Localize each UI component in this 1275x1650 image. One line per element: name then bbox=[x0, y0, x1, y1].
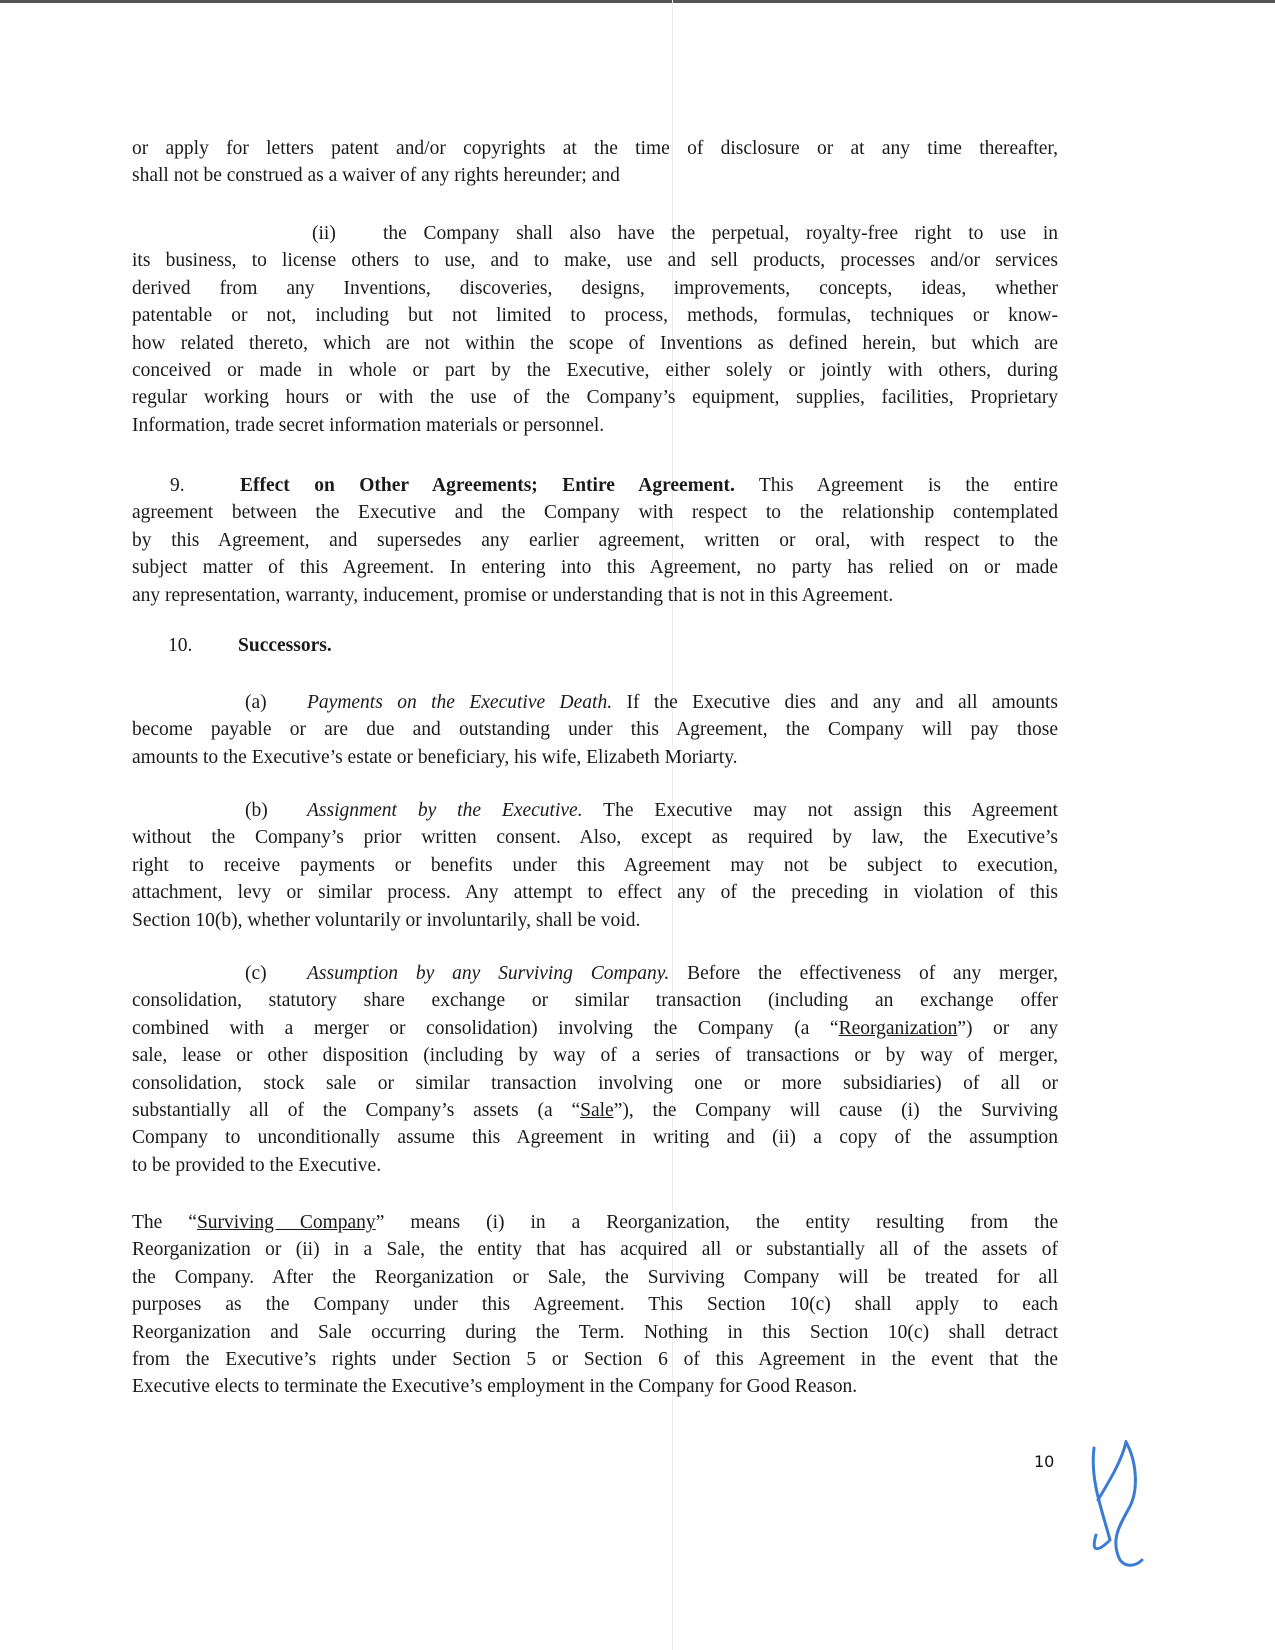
text-line bbox=[132, 1291, 1058, 1318]
text-line bbox=[132, 797, 1058, 824]
text-run: patentable or not, including but not limited to process, methods, formulas, techniques or know- bbox=[132, 305, 1058, 327]
text-line bbox=[132, 472, 1058, 499]
text-run: regular working hours or with the use of the Company’s equipment, supplies, facilities, Proprietary bbox=[132, 387, 1058, 409]
text-run: Section 10(b), whether voluntarily or involuntarily, shall be void. bbox=[132, 909, 641, 931]
text-line bbox=[132, 852, 1058, 879]
text-run: conceived or made in whole or part by the Executive, either solely or jointly with others, during bbox=[132, 359, 1058, 381]
text-line bbox=[132, 1209, 1058, 1236]
text-line bbox=[132, 135, 1058, 162]
text-run: right to receive payments or benefits under this Agreement may not be subject to execution, bbox=[132, 854, 1058, 876]
defined-term: Sale bbox=[580, 1099, 614, 1121]
text-line bbox=[132, 330, 1058, 357]
text-run: Information, trade secret information materials or personnel. bbox=[132, 414, 605, 436]
bold-heading: Successors. bbox=[238, 635, 332, 656]
text-run: ”) or any bbox=[957, 1017, 1058, 1039]
text-run: become payable or are due and outstanding under this Agreement, the Company will pay those bbox=[132, 719, 1058, 741]
text-line bbox=[132, 582, 1058, 609]
section-9-entire-agreement bbox=[132, 472, 1058, 609]
text-run: its business, to license others to use, and to make, use and sell products, processes and/or services bbox=[132, 250, 1058, 272]
text-line bbox=[132, 499, 1058, 526]
text-line bbox=[132, 162, 1058, 189]
text-run: Before the effectiveness of any merger, bbox=[669, 963, 1059, 984]
section-10b-assignment bbox=[132, 797, 1058, 934]
text-line bbox=[132, 689, 1058, 716]
text-run: how related thereto, which are not within the scope of Inventions as defined herein, but which are bbox=[132, 332, 1058, 354]
text-line bbox=[132, 357, 1058, 384]
text-line bbox=[132, 247, 1058, 274]
text-run: attachment, levy or similar process. Any attempt to effect any of the preceding in violation of this bbox=[132, 882, 1058, 904]
text-run: the Company shall also have the perpetual, royalty-free right to use in bbox=[383, 223, 1058, 244]
text-run: substantially all of the Company’s assets (a “ bbox=[132, 1099, 581, 1121]
signature-initials bbox=[1080, 1440, 1150, 1570]
para-surviving-company-definition bbox=[132, 1209, 1058, 1401]
text-run: amounts to the Executive’s estate or beneficiary, his wife, Elizabeth Moriarty. bbox=[132, 746, 738, 768]
page-number: 10 bbox=[1034, 1452, 1055, 1471]
text-run: purposes as the Company under this Agreement. This Section 10(c) shall apply to each bbox=[132, 1294, 1058, 1316]
italic-subheading: Payments on the Executive Death. bbox=[307, 692, 613, 713]
section-label: 10. bbox=[168, 635, 193, 656]
text-run: Reorganization or (ii) in a Sale, the entity that has acquired all or substantially all of the assets of bbox=[132, 1239, 1058, 1261]
section-10a-payments-on-death bbox=[132, 689, 1058, 771]
defined-term: Reorganization bbox=[838, 1017, 958, 1039]
text-line bbox=[132, 275, 1058, 302]
text-line bbox=[132, 744, 1058, 771]
text-run: ”), the Company will cause (i) the Surviving bbox=[613, 1099, 1058, 1121]
text-run: The Executive may not assign this Agreement bbox=[582, 800, 1058, 821]
text-run: from the Executive’s rights under Section 5 or Section 6 of this Agreement in the event that the bbox=[132, 1348, 1058, 1370]
text-line bbox=[132, 1015, 1058, 1042]
text-run: The “ bbox=[132, 1212, 197, 1233]
section-label: (b) bbox=[245, 800, 268, 821]
text-line bbox=[132, 1124, 1058, 1151]
text-run: or apply for letters patent and/or copyrights at the time of disclosure or at any time thereafter, bbox=[132, 138, 1058, 159]
bold-heading: Effect on Other Agreements; Entire Agreement. bbox=[240, 475, 735, 496]
section-label: (c) bbox=[245, 963, 267, 984]
text-line bbox=[132, 1346, 1058, 1373]
text-line bbox=[132, 527, 1058, 554]
text-run: Company to unconditionally assume this Agreement in writing and (ii) a copy of the assumption bbox=[132, 1127, 1058, 1149]
text-line bbox=[132, 716, 1058, 743]
text-line bbox=[132, 1070, 1058, 1097]
text-line bbox=[132, 302, 1058, 329]
text-line bbox=[132, 1097, 1058, 1124]
text-line bbox=[132, 1264, 1058, 1291]
text-line bbox=[132, 1319, 1058, 1346]
section-label: (a) bbox=[245, 692, 267, 713]
text-line bbox=[132, 960, 1058, 987]
italic-subheading: Assignment by the Executive. bbox=[307, 800, 583, 821]
text-run: consolidation, statutory share exchange or similar transaction (including an exchange offer bbox=[132, 990, 1058, 1012]
text-line bbox=[132, 1042, 1058, 1069]
text-line bbox=[132, 1152, 1058, 1179]
text-run: combined with a merger or consolidation) involving the Company (a “ bbox=[132, 1017, 839, 1039]
section-10c-assumption bbox=[132, 960, 1058, 1179]
text-run: Reorganization and Sale occurring during the Term. Nothing in this Section 10(c) shall detract bbox=[132, 1321, 1058, 1343]
text-line bbox=[132, 907, 1058, 934]
text-line bbox=[132, 987, 1058, 1014]
text-line bbox=[132, 220, 1058, 247]
text-run: agreement between the Executive and the Company with respect to the relationship contemplated bbox=[132, 502, 1058, 524]
text-run: by this Agreement, and supersedes any earlier agreement, written or oral, with respect to the bbox=[132, 529, 1058, 551]
text-line bbox=[132, 554, 1058, 581]
section-label: (ii) bbox=[312, 223, 336, 244]
text-run: the Company. After the Reorganization or Sale, the Surviving Company will be treated for all bbox=[132, 1266, 1058, 1288]
text-line bbox=[132, 824, 1058, 851]
section-label: 9. bbox=[170, 475, 185, 496]
defined-term: Surviving Company bbox=[196, 1212, 376, 1233]
text-line bbox=[132, 879, 1058, 906]
text-run: subject matter of this Agreement. In entering into this Agreement, no party has relied on or made bbox=[132, 557, 1058, 579]
text-run: sale, lease or other disposition (including by way of a series of transactions or by way of merger, bbox=[132, 1045, 1058, 1067]
text-line bbox=[132, 1236, 1058, 1263]
text-line bbox=[132, 412, 1058, 439]
text-run: ” means (i) in a Reorganization, the entity resulting from the bbox=[375, 1212, 1058, 1233]
text-run: without the Company’s prior written consent. Also, except as required by law, the Executive’s bbox=[132, 827, 1058, 849]
text-run: to be provided to the Executive. bbox=[132, 1154, 382, 1176]
para-ii-royalty-free-right bbox=[132, 220, 1058, 439]
text-line bbox=[132, 632, 1058, 659]
text-run: any representation, warranty, inducement, promise or understanding that is not in this Agreement. bbox=[132, 584, 894, 606]
italic-subheading: Assumption by any Surviving Company. bbox=[307, 963, 670, 984]
text-run: derived from any Inventions, discoveries, designs, improvements, concepts, ideas, whether bbox=[132, 277, 1058, 299]
text-run: consolidation, stock sale or similar transaction involving one or more subsidiaries) of all or bbox=[132, 1072, 1058, 1094]
para-disclosure-waiver bbox=[132, 135, 1058, 190]
text-run: Executive elects to terminate the Executive’s employment in the Company for Good Reason. bbox=[132, 1376, 858, 1398]
text-line bbox=[132, 384, 1058, 411]
text-run: This Agreement is the entire bbox=[734, 475, 1058, 496]
scan-top-border bbox=[0, 0, 1275, 3]
section-10-heading bbox=[132, 632, 1058, 659]
text-run: shall not be construed as a waiver of any rights hereunder; and bbox=[132, 165, 620, 187]
text-run: If the Executive dies and any and all amounts bbox=[612, 692, 1059, 713]
text-line bbox=[132, 1373, 1058, 1400]
